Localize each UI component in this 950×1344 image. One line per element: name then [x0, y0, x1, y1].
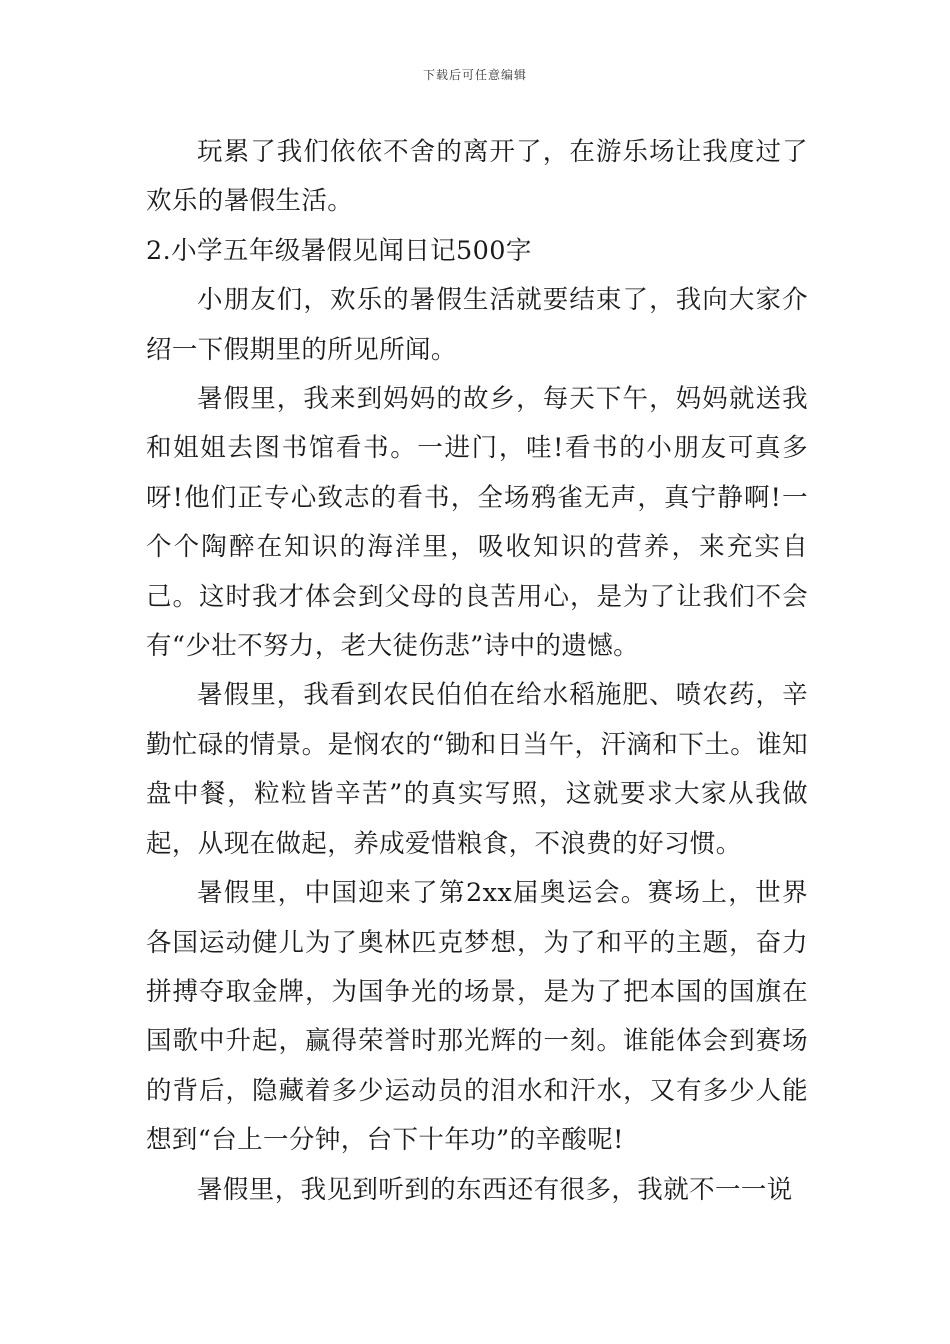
- paragraph-amusement-park-ending: 玩累了我们依依不舍的离开了，在游乐场让我度过了欢乐的暑假生活。: [146, 137, 808, 217]
- page-header-note: 下载后可任意编辑: [422, 68, 527, 82]
- paragraph-closing: 暑假里，我见到听到的东西还有很多，我就不一一说: [197, 1174, 793, 1205]
- section-heading: 2.小学五年级暑假见闻日记500字: [146, 235, 532, 266]
- paragraph-olympics: 暑假里，中国迎来了第2xx届奥运会。赛场上，世界各国运动健儿为了奥林匹克梦想，为了和平的主题，奋力拼搏夺取金牌，为国争光的场景，是为了把本国的国旗在国歌中升起，赢得荣誉时那光辉的一刻。谁能体会到赛场的背后，隐藏着多少运动员的泪水和汗水，又有多少人能想到“台上一分钟，台下十年功”的辛酸呢!: [146, 878, 808, 1156]
- paragraph-library: 暑假里，我来到妈妈的故乡，每天下午，妈妈就送我和姐姐去图书馆看书。一进门，哇!看书的小朋友可真多呀!他们正专心致志的看书，全场鸦雀无声，真宁静啊!一个个陶醉在知识的海洋里，吸收知识的营养，来充实自己。这时我才体会到父母的良苦用心，是为了让我们不会有“少壮不努力，老大徒伤悲”诗中的遗憾。: [146, 384, 808, 662]
- paragraph-intro: 小朋友们，欢乐的暑假生活就要结束了，我向大家介绍一下假期里的所见所闻。: [146, 285, 808, 365]
- document-body: [146, 128, 808, 1215]
- paragraph-farmers: 暑假里，我看到农民伯伯在给水稻施肥、喷农药，辛勤忙碌的情景。是悯农的“锄和日当午，汗滴和下土。谁知盘中餐，粒粒皆辛苦”的真实写照，这就要求大家从我做起，从现在做起，养成爱惜粮食，不浪费的好习惯。: [146, 680, 808, 859]
